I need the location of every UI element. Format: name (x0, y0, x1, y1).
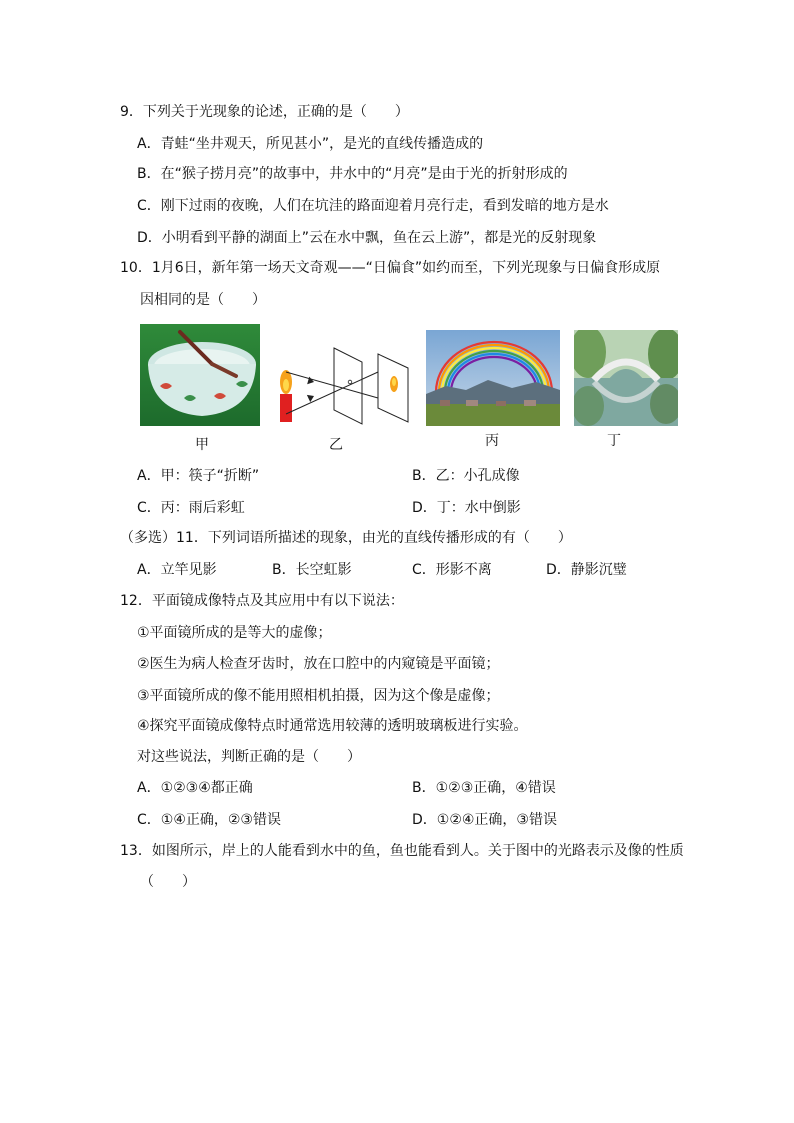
bridge-reflection-photo (574, 330, 678, 426)
q12-option-c: C．①④正确，②③错误 (137, 812, 281, 828)
q11-option-d: D．静影沉璧 (546, 562, 627, 578)
q12-option-a: A．①②③④都正确 (137, 780, 253, 796)
q9-option-a: A．青蛙“坐井观天，所见甚小”，是光的直线传播造成的 (137, 136, 484, 152)
q9-option-c: C．刚下过雨的夜晚，人们在坑洼的路面迎着月亮行走，看到发暗的地方是水 (137, 198, 609, 214)
q13-stem-line2: （ ） (140, 874, 196, 890)
caption-bing: 丙 (485, 433, 499, 449)
rainbow-photo (426, 330, 560, 426)
q12-prompt: 对这些说法，判断正确的是（ ） (137, 749, 361, 765)
q10-option-b: B．乙：小孔成像 (412, 468, 520, 484)
q10-option-a: A．甲：筷子“折断” (137, 468, 260, 484)
q9-stem: 9．下列关于光现象的论述，正确的是（ ） (120, 104, 409, 120)
q10-stem-line1: 10．1月6日，新年第一场天文奇观——“日偏食”如约而至，下列光现象与日偏食形成原 (120, 260, 661, 276)
caption-yi: 乙 (329, 437, 343, 453)
q12-stem: 12．平面镜成像特点及其应用中有以下说法： (120, 593, 404, 609)
q11-option-c: C．形影不离 (412, 562, 492, 578)
bowl-chopstick-photo (140, 324, 260, 426)
q10-stem-line2: 因相同的是（ ） (140, 292, 266, 308)
pinhole-diagram (274, 344, 412, 426)
q12-statement-3: ③平面镜所成的像不能用照相机拍摄，因为这个像是虚像； (137, 688, 500, 704)
q11-option-a: A．立竿见影 (137, 562, 217, 578)
q12-option-b: B．①②③正确，④错误 (412, 780, 556, 796)
q9-option-b: B．在“猴子捞月亮”的故事中，井水中的“月亮”是由于光的折射形成的 (137, 166, 568, 182)
q12-statement-2: ②医生为病人检查牙齿时，放在口腔中的内窥镜是平面镜； (137, 656, 500, 672)
caption-jia: 甲 (195, 437, 209, 453)
q12-statement-4: ④探究平面镜成像特点时通常选用较薄的透明玻璃板进行实验。 (137, 718, 528, 734)
q9-option-d: D．小明看到平静的湖面上”云在水中飘，鱼在云上游”，都是光的反射现象 (137, 230, 597, 246)
q12-statement-1: ①平面镜所成的是等大的虚像； (137, 625, 332, 641)
q10-option-d: D．丁：水中倒影 (412, 500, 521, 516)
q11-option-b: B．长空虹影 (272, 562, 352, 578)
q13-stem-line1: 13．如图所示，岸上的人能看到水中的鱼，鱼也能看到人。关于图中的光路表示及像的性质 (120, 843, 684, 859)
q11-stem: （多选）11．下列词语所描述的现象，由光的直线传播形成的有（ ） (120, 530, 572, 546)
q10-option-c: C．丙：雨后彩虹 (137, 500, 245, 516)
caption-ding: 丁 (607, 433, 621, 449)
q12-option-d: D．①②④正确，③错误 (412, 812, 557, 828)
